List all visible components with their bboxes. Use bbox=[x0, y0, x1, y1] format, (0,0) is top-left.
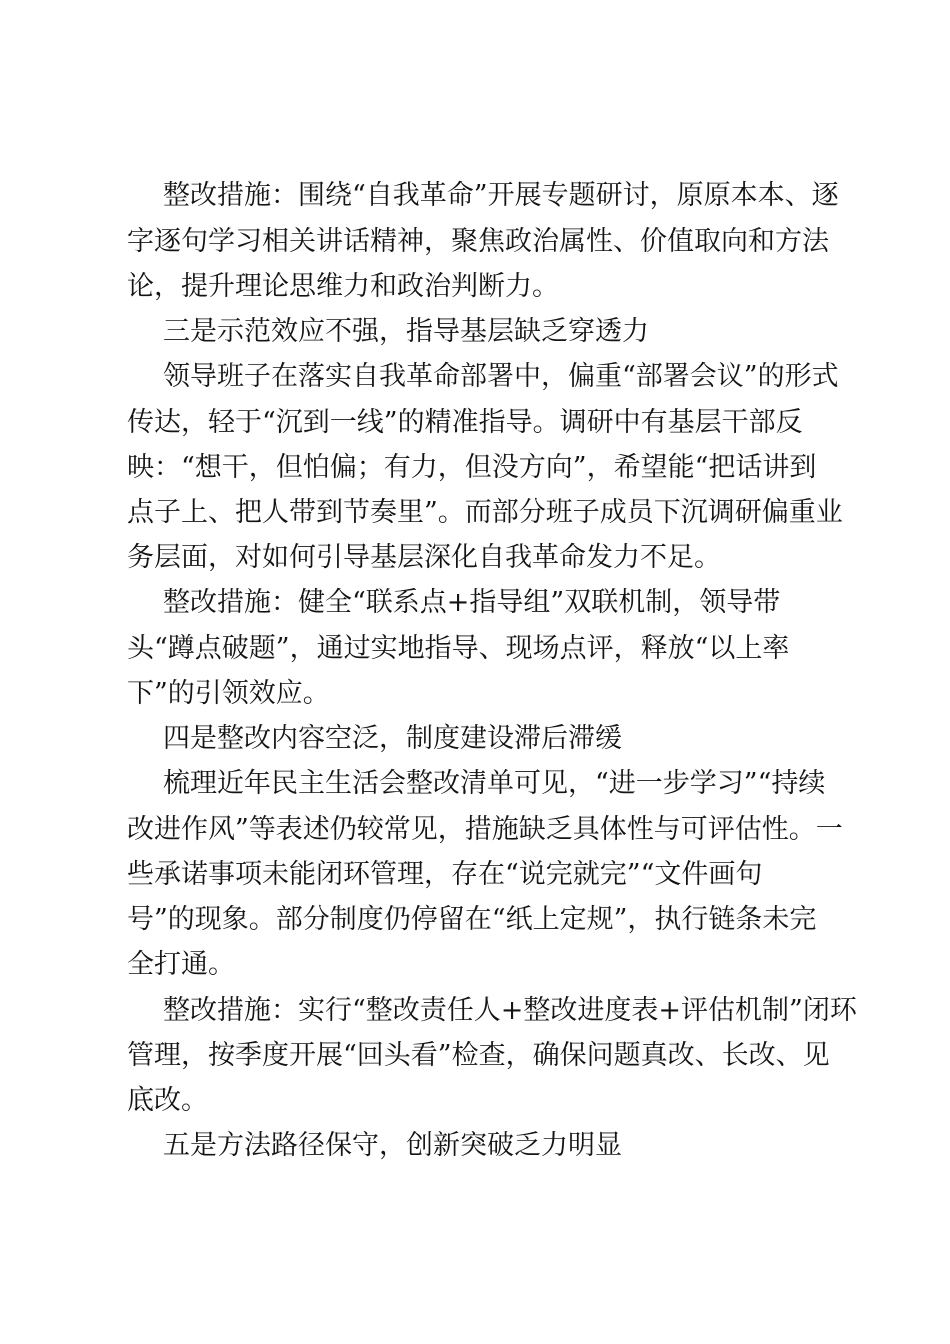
text-line: 梳理近年民主生活会整改清单可见，“进一步学习”“持续 bbox=[163, 768, 826, 799]
text-line: 头“蹲点破题”，通过实地指导、现场点评，释放“以上率 bbox=[127, 633, 790, 664]
text-line: 领导班子在落实自我革命部署中，偏重“部署会议”的形式 bbox=[163, 361, 839, 392]
section-heading: 三是示范效应不强，指导基层缺乏穿透力 bbox=[163, 316, 649, 347]
section-heading: 四是整改内容空泛，制度建设滞后滞缓 bbox=[163, 723, 622, 754]
text-line: 论，提升理论思维力和政治判断力。 bbox=[127, 271, 559, 302]
text-line: 映：“想干，但怕偏；有力，但没方向”，希望能“把话讲到 bbox=[127, 452, 817, 483]
text-line: 整改措施：健全“联系点+指导组”双联机制，领导带 bbox=[163, 587, 781, 618]
text-line: 整改措施：实行“整改责任人+整改进度表+评估机制”闭环 bbox=[163, 995, 857, 1026]
text-line: 字逐句学习相关讲话精神，聚焦政治属性、价值取向和方法 bbox=[127, 226, 829, 257]
text-line: 点子上、把人带到节奏里”。而部分班子成员下沉调研偏重业 bbox=[127, 497, 843, 528]
text-line: 改进作风”等表述仍较常见，措施缺乏具体性与可评估性。一 bbox=[127, 814, 843, 845]
text-line: 整改措施：围绕“自我革命”开展专题研讨，原原本本、逐 bbox=[163, 180, 839, 211]
text-line: 些承诺事项未能闭环管理，存在“说完就完”“文件画句 bbox=[127, 859, 763, 890]
text-line: 管理，按季度开展“回头看”检查，确保问题真改、长改、见 bbox=[127, 1040, 830, 1071]
section-heading: 五是方法路径保守，创新突破乏力明显 bbox=[163, 1130, 622, 1161]
text-line: 号”的现象。部分制度仍停留在“纸上定规”，执行链条未完 bbox=[127, 904, 817, 935]
text-line: 传达，轻于“沉到一线”的精准指导。调研中有基层干部反 bbox=[127, 407, 803, 438]
text-line: 全打通。 bbox=[127, 949, 235, 980]
text-line: 底改。 bbox=[127, 1085, 208, 1116]
text-line: 下”的引领效应。 bbox=[127, 678, 330, 709]
text-line: 务层面，对如何引导基层深化自我革命发力不足。 bbox=[127, 542, 721, 573]
